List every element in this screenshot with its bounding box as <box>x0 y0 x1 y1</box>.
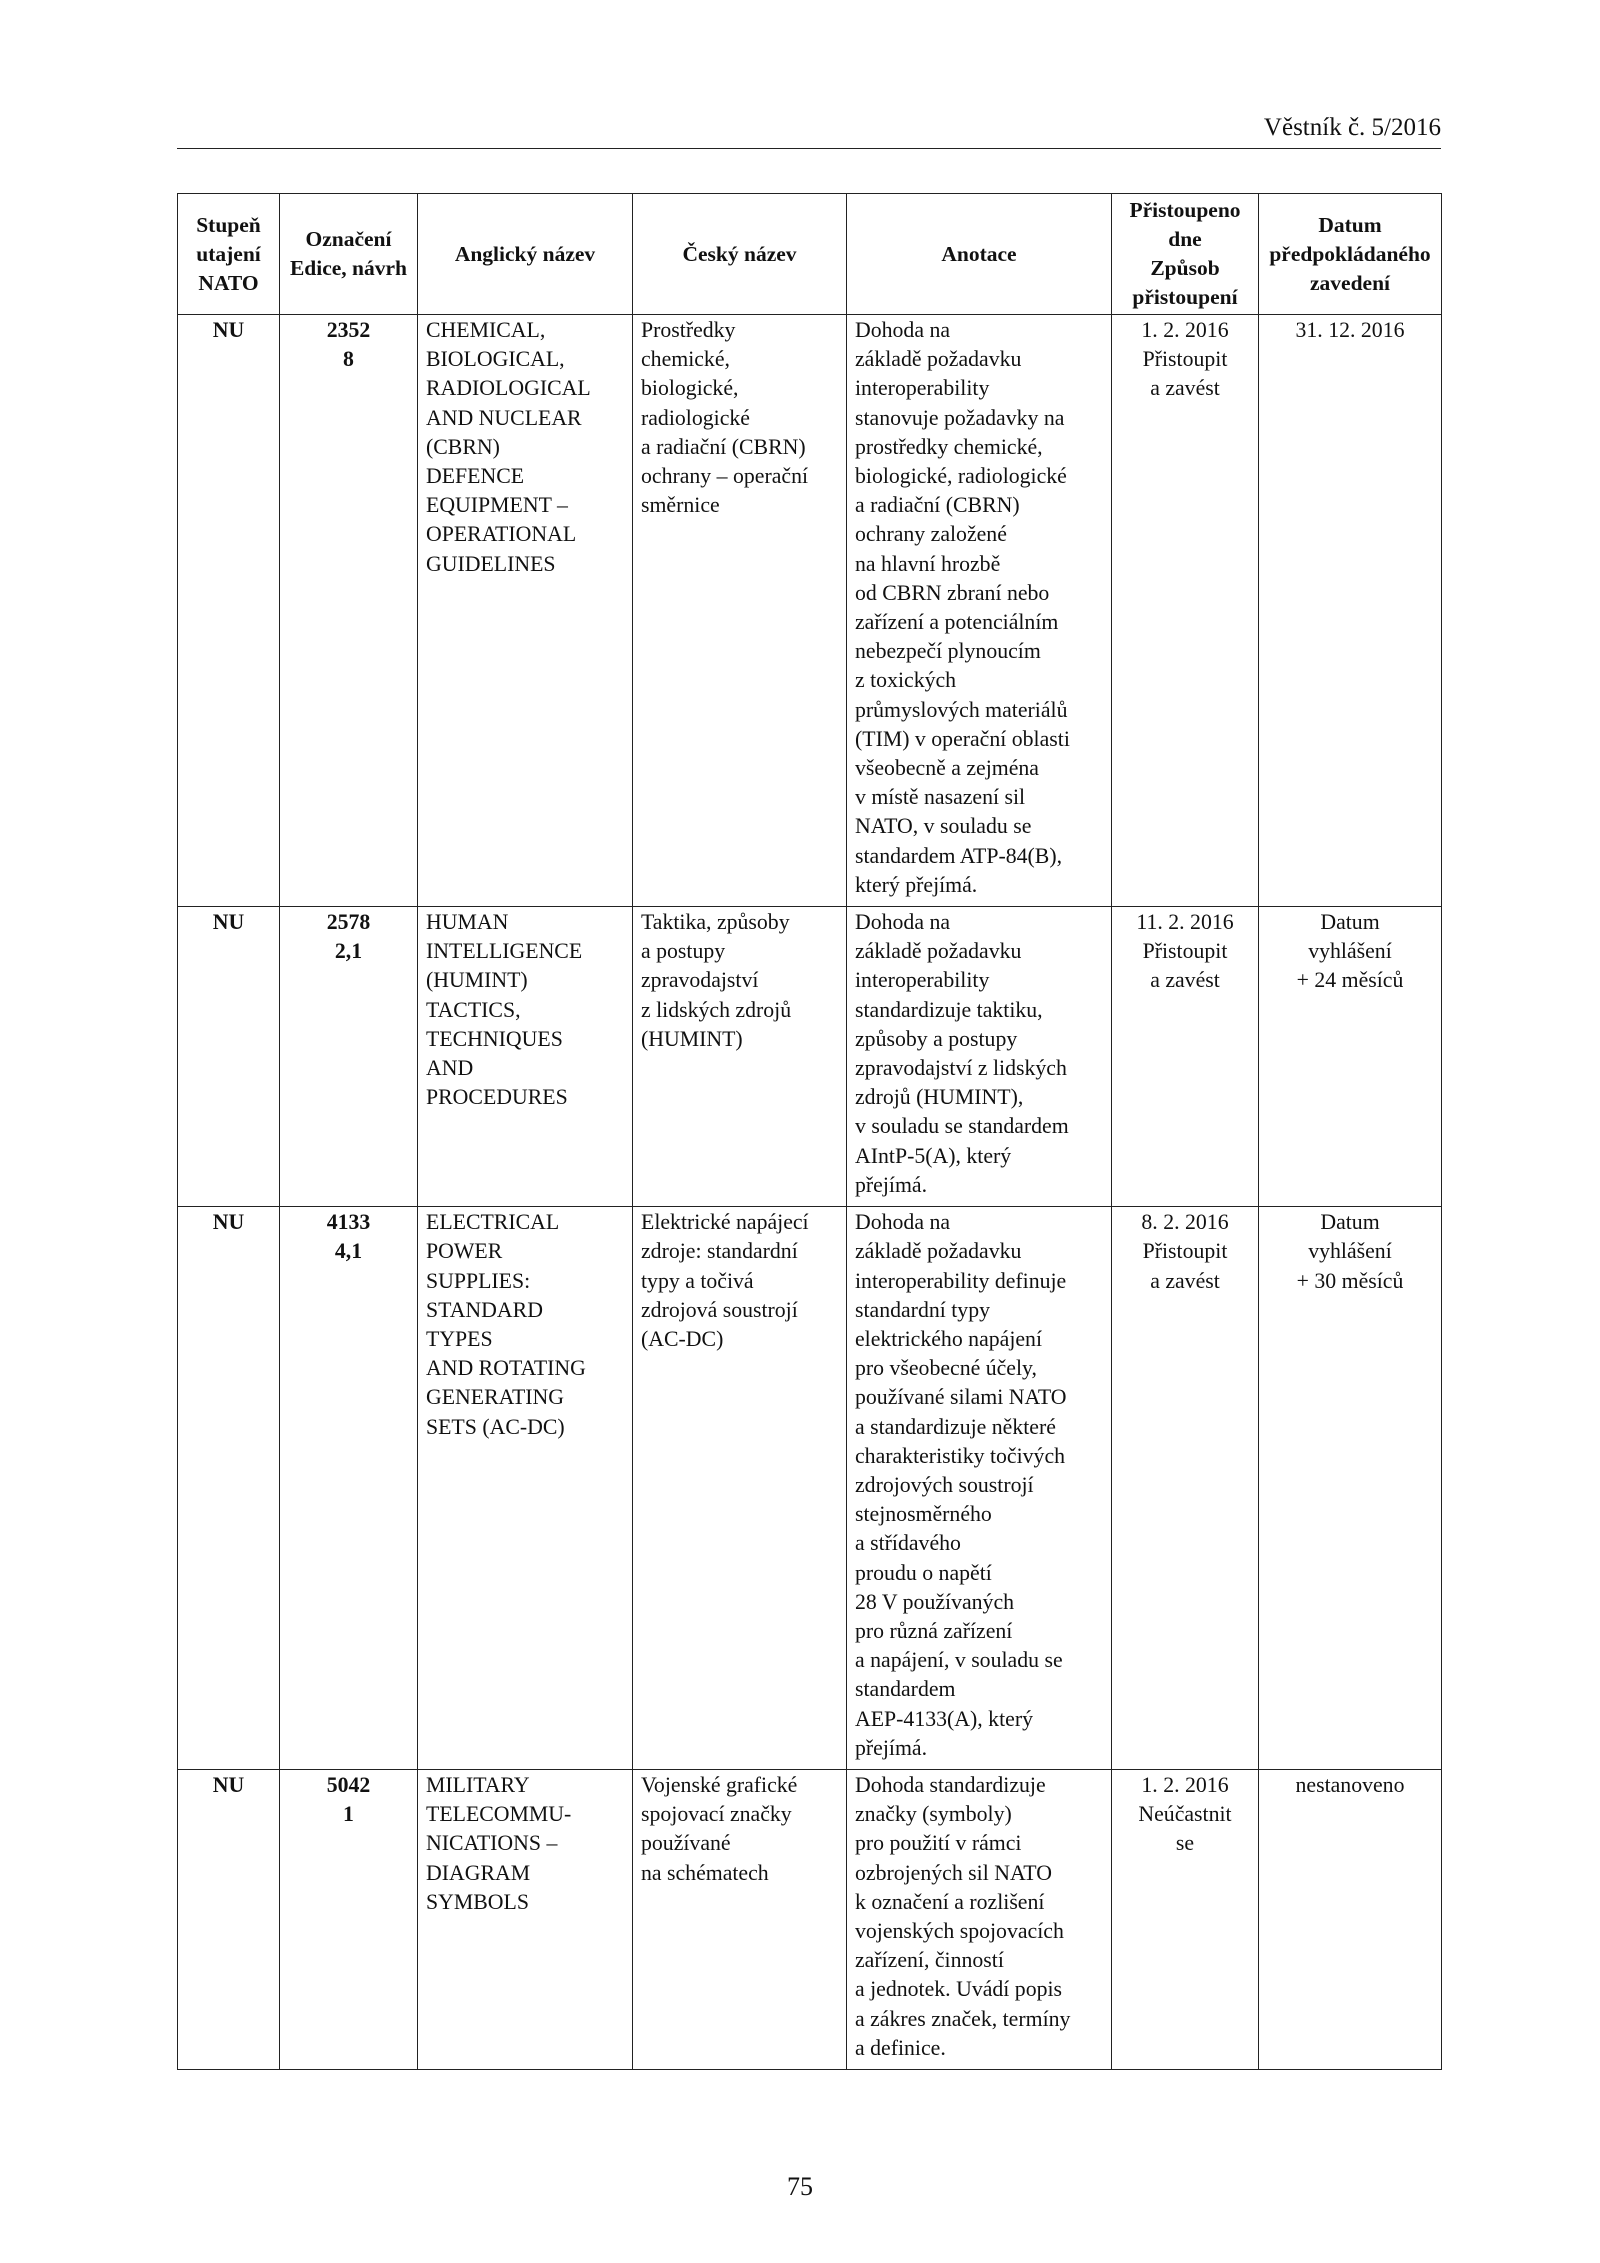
text-line: a radiační (CBRN) <box>855 493 1020 518</box>
text-line: na hlavní hrozbě <box>855 551 1001 576</box>
text-line: AND <box>426 1056 474 1081</box>
text-line: vyhlášení <box>1308 1239 1392 1264</box>
table-row <box>178 1207 1442 1770</box>
text-line: 8. 2. 2016 <box>1141 1210 1229 1235</box>
cell-annotation <box>847 315 1112 907</box>
text-line: TACTICS, <box>426 997 521 1022</box>
cell-classification: NU <box>178 315 280 907</box>
text-line: STANDARD <box>426 1297 543 1322</box>
text-line: pro různá zařízení <box>855 1618 1013 1643</box>
cell-implementation-date <box>1259 907 1442 1207</box>
text-line: AND NUCLEAR <box>426 405 582 430</box>
text-line: interoperability definuje <box>855 1268 1067 1293</box>
text-line: Stupeň <box>196 212 261 237</box>
text-line: základě požadavku <box>855 939 1022 964</box>
text-line: který přejímá. <box>855 872 978 897</box>
text-line: standardem <box>855 1677 956 1702</box>
text-line: předpokládaného <box>1269 241 1431 266</box>
text-line: od CBRN zbraní nebo <box>855 580 1050 605</box>
text-line: Datum <box>1318 212 1382 237</box>
text-line: Vojenské grafické <box>641 1772 798 1797</box>
text-line: nestanoveno <box>1295 1772 1405 1797</box>
text-line: stanovuje požadavky na <box>855 405 1065 430</box>
text-line: a postupy <box>641 939 726 964</box>
text-line: Přistoupit <box>1142 347 1228 372</box>
col-header-implementation-date <box>1259 194 1442 315</box>
text-line: interoperability <box>855 376 990 401</box>
cell-accession <box>1112 907 1259 1207</box>
cell-designation <box>280 315 418 907</box>
text-line: stejnosměrného <box>855 1502 992 1527</box>
text-line: 4133 <box>326 1210 371 1235</box>
text-line: 11. 2. 2016 <box>1136 910 1234 935</box>
cell-accession <box>1112 1207 1259 1770</box>
cell-english-name <box>418 1207 633 1770</box>
text-line: v místě nasazení sil <box>855 785 1026 810</box>
text-line: ozbrojených sil NATO <box>855 1860 1052 1885</box>
cell-classification: NU <box>178 1207 280 1770</box>
text-line: základě požadavku <box>855 347 1022 372</box>
text-line: TECHNIQUES <box>426 1026 563 1051</box>
text-line: Přistoupit <box>1142 939 1228 964</box>
text-line: AIntP-5(A), který <box>855 1143 1012 1168</box>
table-row <box>178 315 1442 907</box>
cell-czech-name <box>633 907 847 1207</box>
cell-english-name <box>418 1769 633 2069</box>
col-header-designation <box>280 194 418 315</box>
text-line: PROCEDURES <box>426 1085 568 1110</box>
text-line: dne <box>1168 227 1202 251</box>
text-line: pro použití v rámci <box>855 1831 1022 1856</box>
text-line: 28 V používaných <box>855 1589 1015 1614</box>
text-line: přejímá. <box>855 1172 928 1197</box>
text-line: se <box>1175 1831 1195 1856</box>
text-line: Dohoda na <box>855 910 951 935</box>
text-line: a standardizuje některé <box>855 1414 1056 1439</box>
text-line: Prostředky <box>641 318 736 342</box>
cell-annotation <box>847 1207 1112 1770</box>
text-line: AEP-4133(A), který <box>855 1706 1033 1731</box>
text-line: SYMBOLS <box>426 1889 529 1914</box>
cell-accession <box>1112 315 1259 907</box>
text-line: 5042 <box>326 1772 371 1797</box>
text-line: přejímá. <box>855 1735 928 1760</box>
text-line: zpravodajství <box>641 968 759 993</box>
col-header-czech-name: Český název <box>633 194 847 315</box>
text-line: BIOLOGICAL, <box>426 347 565 372</box>
text-line: 1 <box>343 1802 354 1827</box>
text-line: Přistoupeno <box>1129 198 1241 222</box>
text-line: přistoupení <box>1132 285 1238 309</box>
text-line: zdroje: standardní <box>641 1239 798 1264</box>
cell-czech-name <box>633 1769 847 2069</box>
text-line: a střídavého <box>855 1531 961 1556</box>
text-line: typy a točivá <box>641 1268 754 1293</box>
text-line: GUIDELINES <box>426 551 556 576</box>
table-row <box>178 907 1442 1207</box>
text-line: CHEMICAL, <box>426 318 546 342</box>
text-line: (HUMINT) <box>641 1026 743 1051</box>
text-line: standardní typy <box>855 1297 990 1322</box>
table-header-row <box>178 194 1442 315</box>
text-line: INTELLIGENCE <box>426 939 583 964</box>
text-line: 8 <box>343 347 354 372</box>
text-line: ELECTRICAL <box>426 1210 560 1235</box>
text-line: 31. 12. 2016 <box>1295 318 1405 342</box>
text-line: zařízení a potenciálním <box>855 610 1059 635</box>
page-number: 75 <box>787 2172 813 2201</box>
text-line: Dohoda standardizuje <box>855 1772 1046 1797</box>
text-line: Neúčastnit <box>1138 1802 1232 1827</box>
text-line: radiologické <box>641 405 750 430</box>
text-line: zařízení, činností <box>855 1948 1004 1973</box>
text-line: a jednotek. Uvádí popis <box>855 1977 1063 2002</box>
text-line: 4,1 <box>334 1239 363 1264</box>
text-line: utajení <box>196 241 261 266</box>
text-line: 1. 2. 2016 <box>1141 318 1229 342</box>
text-line: Způsob <box>1150 256 1220 280</box>
cell-classification: NU <box>178 1769 280 2069</box>
text-line: POWER <box>426 1239 503 1264</box>
cell-implementation-date <box>1259 315 1442 907</box>
text-line: Dohoda na <box>855 1210 951 1235</box>
text-line: RADIOLOGICAL <box>426 376 591 401</box>
text-line: NATO <box>198 270 259 295</box>
table-body <box>178 315 1442 2070</box>
text-line: a napájení, v souladu se <box>855 1648 1063 1673</box>
cell-annotation <box>847 907 1112 1207</box>
text-line: TYPES <box>426 1326 493 1351</box>
text-line: EQUIPMENT – <box>426 493 568 518</box>
col-header-english-name: Anglický název <box>418 194 633 315</box>
text-line: ochrany – operační <box>641 464 809 489</box>
text-line: biologické, radiologické <box>855 464 1067 489</box>
text-line: směrnice <box>641 493 720 518</box>
text-line: a radiační (CBRN) <box>641 434 806 459</box>
text-line: MILITARY <box>426 1772 530 1797</box>
text-line: Dohoda na <box>855 318 951 342</box>
text-line: + 30 měsíců <box>1296 1268 1404 1293</box>
col-header-annotation: Anotace <box>847 194 1112 315</box>
text-line: spojovací značky <box>641 1802 792 1827</box>
bulletin-title: Věstník č. 5/2016 <box>1263 114 1441 141</box>
cell-designation <box>280 1207 418 1770</box>
text-line: charakteristiky točivých <box>855 1443 1066 1468</box>
text-line: způsoby a postupy <box>855 1026 1018 1051</box>
text-line: a zavést <box>1150 376 1220 401</box>
cell-classification: NU <box>178 907 280 1207</box>
text-line: na schématech <box>641 1860 769 1885</box>
text-line: proudu o napětí <box>855 1560 992 1585</box>
text-line: SETS (AC-DC) <box>426 1414 565 1439</box>
text-line: Elektrické napájecí <box>641 1210 809 1235</box>
text-line: nebezpečí plynoucím <box>855 639 1041 664</box>
text-line: Označení <box>305 227 392 251</box>
text-line: SUPPLIES: <box>426 1268 531 1293</box>
table-row <box>178 1769 1442 2069</box>
text-line: interoperability <box>855 968 990 993</box>
text-line: + 24 měsíců <box>1296 968 1404 993</box>
text-line: (TIM) v operační oblasti <box>855 726 1070 751</box>
cell-designation <box>280 1769 418 2069</box>
standards-table <box>177 193 1442 2070</box>
text-line: (AC-DC) <box>641 1326 724 1351</box>
text-line: (HUMINT) <box>426 968 528 993</box>
text-line: elektrického napájení <box>855 1326 1042 1351</box>
cell-english-name <box>418 315 633 907</box>
text-line: (CBRN) <box>426 434 500 459</box>
text-line: DEFENCE <box>426 464 525 489</box>
page-header <box>177 108 1441 149</box>
text-line: NATO, v souladu se <box>855 814 1032 839</box>
text-line: z toxických <box>855 668 957 693</box>
text-line: standardem ATP-84(B), <box>855 843 1063 868</box>
text-line: ochrany založené <box>855 522 1007 547</box>
cell-czech-name <box>633 1207 847 1770</box>
text-line: zpravodajství z lidských <box>855 1056 1067 1081</box>
text-line: průmyslových materiálů <box>855 697 1068 722</box>
text-line: HUMAN <box>426 910 509 935</box>
text-line: vyhlášení <box>1308 939 1392 964</box>
text-line: Přistoupit <box>1142 1239 1228 1264</box>
text-line: z lidských zdrojů <box>641 997 792 1022</box>
text-line: a zavést <box>1150 1268 1220 1293</box>
text-line: 1. 2. 2016 <box>1141 1772 1229 1797</box>
text-line: Datum <box>1320 1210 1380 1235</box>
text-line: GENERATING <box>426 1385 565 1410</box>
text-line: a definice. <box>855 2035 946 2060</box>
text-line: používané silami NATO <box>855 1385 1067 1410</box>
text-line: vojenských spojovacích <box>855 1918 1064 1943</box>
cell-implementation-date <box>1259 1769 1442 2069</box>
text-line: chemické, <box>641 347 730 372</box>
text-line: AND ROTATING <box>426 1356 586 1381</box>
text-line: zdrojová soustrojí <box>641 1297 798 1322</box>
cell-implementation-date <box>1259 1207 1442 1770</box>
text-line: v souladu se standardem <box>855 1114 1069 1139</box>
cell-english-name <box>418 907 633 1207</box>
text-line: zavedení <box>1309 270 1391 295</box>
text-line: všeobecně a zejména <box>855 756 1039 781</box>
cell-annotation <box>847 1769 1112 2069</box>
text-line: Edice, návrh <box>289 256 408 280</box>
text-line: značky (symboly) <box>855 1802 1012 1827</box>
text-line: standardizuje taktiku, <box>855 997 1043 1022</box>
text-line: biologické, <box>641 376 739 401</box>
text-line: Taktika, způsoby <box>641 910 790 935</box>
col-header-accession <box>1112 194 1259 315</box>
text-line: DIAGRAM <box>426 1860 531 1885</box>
cell-czech-name <box>633 315 847 907</box>
text-line: k označení a rozlišení <box>855 1889 1045 1914</box>
text-line: prostředky chemické, <box>855 434 1043 459</box>
text-line: a zákres značek, termíny <box>855 2006 1071 2031</box>
text-line: NICATIONS – <box>426 1831 558 1856</box>
text-line: TELECOMMU- <box>426 1802 572 1827</box>
text-line: pro všeobecné účely, <box>855 1356 1037 1381</box>
text-line: zdrojů (HUMINT), <box>855 1085 1024 1110</box>
text-line: Datum <box>1320 910 1380 935</box>
cell-designation <box>280 907 418 1207</box>
text-line: zdrojových soustrojí <box>855 1472 1034 1497</box>
text-line: a zavést <box>1150 968 1220 993</box>
text-line: základě požadavku <box>855 1239 1022 1264</box>
text-line: OPERATIONAL <box>426 522 577 547</box>
text-line: 2352 <box>326 318 371 342</box>
cell-accession <box>1112 1769 1259 2069</box>
text-line: používané <box>641 1831 731 1856</box>
text-line: 2578 <box>326 910 371 935</box>
col-header-classification <box>178 194 280 315</box>
text-line: 2,1 <box>334 939 363 964</box>
